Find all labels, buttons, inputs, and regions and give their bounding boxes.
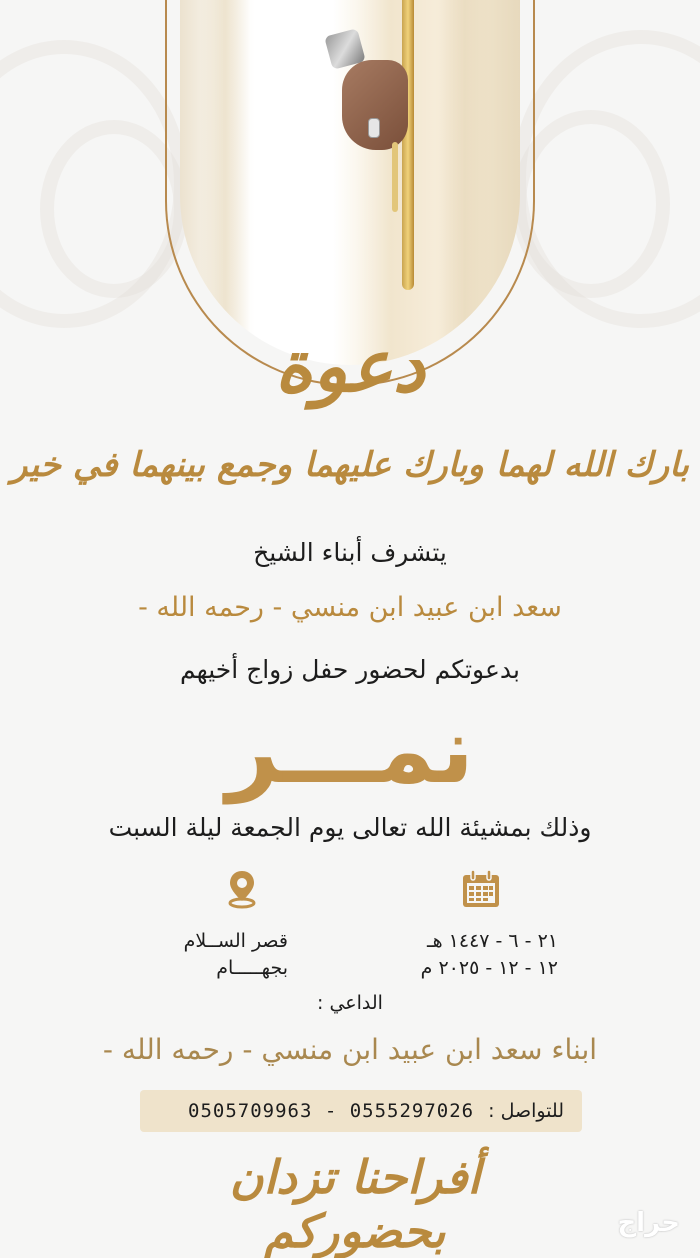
- calendar-icon: [461, 869, 501, 909]
- host-name: ابناء سعد ابن عبيد ابن منسي - رحمه الله -: [102, 1033, 598, 1066]
- date-hijri: ٢١ - ٦ - ١٤٤٧ هـ: [427, 930, 558, 952]
- host-label: الداعي :: [317, 992, 383, 1014]
- event-day-line: وذلك بمشيئة الله تعالى يوم الجمعة ليلة السبت: [108, 813, 592, 842]
- event-date: [421, 928, 558, 982]
- venue-name: قصر الســلام: [183, 930, 288, 952]
- contact-bar: [140, 1090, 582, 1132]
- invite-line: بدعوتكم لحضور حفل زواج أخيهم: [180, 655, 520, 684]
- groom-name: نمـــر: [226, 697, 474, 804]
- footer-calligraphy: أفراحنا تزدان بحضوركم: [229, 1150, 481, 1258]
- father-name: سعد ابن عبيد ابن منسي - رحمه الله -: [138, 592, 562, 623]
- date-gregorian: ١٢ - ١٢ - ٢٠٢٥ م: [420, 957, 558, 979]
- event-location: [184, 928, 288, 982]
- venue-city: بجهـــــام: [216, 957, 288, 979]
- contact-label: للتواصل :: [488, 1100, 564, 1122]
- honor-line: يتشرف أبناء الشيخ: [253, 538, 447, 567]
- contact-phones[interactable]: 0505709963 - 0555297026: [188, 1100, 475, 1122]
- wedding-blessing-calligraphy: بارك الله لهما وبارك عليهما وجمع بينهما في خير: [11, 445, 689, 485]
- haraj-watermark: حراج: [617, 1208, 680, 1238]
- invitation-title-calligraphy: دعوة: [275, 323, 425, 408]
- map-pin-icon: [218, 869, 258, 909]
